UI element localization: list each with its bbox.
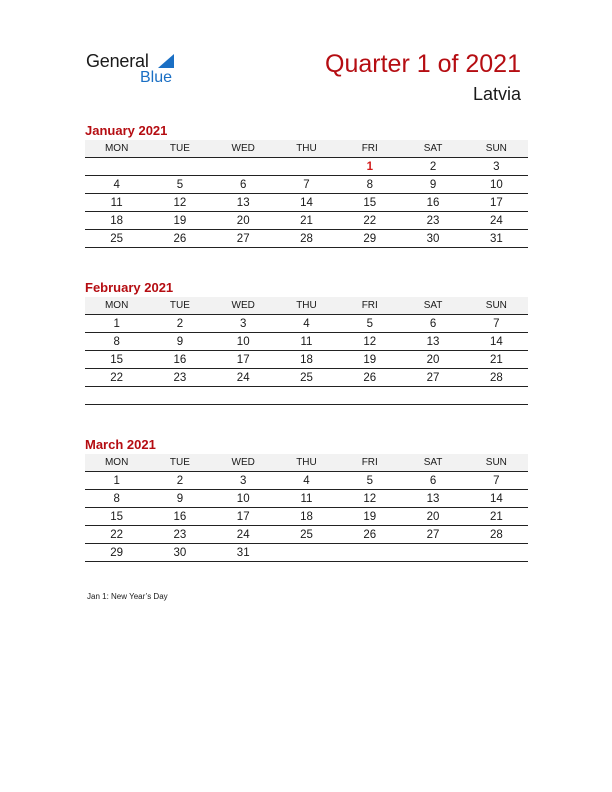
day-cell (401, 544, 464, 562)
day-cell: 7 (275, 176, 338, 194)
week-row (85, 387, 528, 405)
weekday-header: FRI (338, 140, 401, 158)
day-cell: 31 (212, 544, 275, 562)
weekday-header: TUE (148, 140, 211, 158)
logo-text-general: General (86, 51, 149, 71)
weekday-header: THU (275, 140, 338, 158)
day-cell: 23 (401, 212, 464, 230)
day-cell: 17 (212, 351, 275, 369)
day-cell: 9 (401, 176, 464, 194)
weekday-header-row (85, 140, 528, 158)
day-cell: 9 (148, 333, 211, 351)
day-cell: 8 (338, 176, 401, 194)
day-cell: 20 (401, 508, 464, 526)
weekday-header: FRI (338, 297, 401, 315)
weekday-header: MON (85, 297, 148, 315)
day-cell: 8 (85, 490, 148, 508)
day-cell (212, 387, 275, 405)
day-cell: 16 (401, 194, 464, 212)
day-cell: 22 (85, 526, 148, 544)
day-cell: 31 (465, 230, 528, 248)
weekday-header: WED (212, 297, 275, 315)
day-cell: 21 (465, 508, 528, 526)
week-row (85, 544, 528, 562)
day-cell: 4 (275, 472, 338, 490)
day-cell: 6 (401, 472, 464, 490)
day-cell: 10 (212, 490, 275, 508)
weekday-header: FRI (338, 454, 401, 472)
day-cell: 2 (148, 472, 211, 490)
day-cell (85, 387, 148, 405)
week-row (85, 351, 528, 369)
logo-text-blue: Blue (140, 69, 173, 86)
logo-triangle-icon (158, 54, 174, 68)
day-cell: 29 (85, 544, 148, 562)
day-cell: 22 (338, 212, 401, 230)
day-cell: 18 (85, 212, 148, 230)
page-title: Quarter 1 of 2021 (325, 50, 521, 78)
day-cell: 1 (338, 158, 401, 176)
day-cell: 3 (212, 472, 275, 490)
day-cell (275, 387, 338, 405)
day-cell: 12 (338, 333, 401, 351)
day-cell: 14 (275, 194, 338, 212)
day-cell: 5 (148, 176, 211, 194)
day-cell: 20 (212, 212, 275, 230)
weekday-header: SUN (465, 140, 528, 158)
weekday-header: SUN (465, 297, 528, 315)
day-cell: 18 (275, 351, 338, 369)
day-cell: 5 (338, 315, 401, 333)
day-cell: 27 (401, 526, 464, 544)
day-cell: 25 (85, 230, 148, 248)
day-cell: 15 (85, 508, 148, 526)
weekday-header: TUE (148, 454, 211, 472)
day-cell: 5 (338, 472, 401, 490)
holiday-notes (87, 592, 168, 601)
weekday-header: TUE (148, 297, 211, 315)
day-cell: 17 (465, 194, 528, 212)
day-cell: 23 (148, 526, 211, 544)
week-row (85, 472, 528, 490)
day-cell: 23 (148, 369, 211, 387)
day-cell: 1 (85, 315, 148, 333)
day-cell: 19 (338, 351, 401, 369)
day-cell: 18 (275, 508, 338, 526)
day-cell: 30 (148, 544, 211, 562)
week-row (85, 230, 528, 248)
day-cell: 10 (212, 333, 275, 351)
general-blue-logo (86, 50, 186, 90)
week-row (85, 176, 528, 194)
day-cell: 17 (212, 508, 275, 526)
day-cell: 2 (401, 158, 464, 176)
day-cell: 3 (212, 315, 275, 333)
day-cell: 26 (338, 369, 401, 387)
weekday-header: SAT (401, 454, 464, 472)
day-cell: 25 (275, 526, 338, 544)
week-row (85, 212, 528, 230)
day-cell (338, 544, 401, 562)
weekday-header-row (85, 454, 528, 472)
weekday-header: SAT (401, 297, 464, 315)
day-cell (148, 158, 211, 176)
day-cell: 28 (465, 526, 528, 544)
weekday-header: MON (85, 454, 148, 472)
day-cell: 12 (148, 194, 211, 212)
day-cell: 11 (275, 333, 338, 351)
day-cell: 28 (275, 230, 338, 248)
day-cell (401, 387, 464, 405)
weekday-header: THU (275, 454, 338, 472)
week-row (85, 333, 528, 351)
day-cell: 24 (212, 369, 275, 387)
day-cell: 21 (275, 212, 338, 230)
day-cell (465, 544, 528, 562)
day-cell: 4 (275, 315, 338, 333)
weekday-header: WED (212, 140, 275, 158)
day-cell (465, 387, 528, 405)
week-row (85, 315, 528, 333)
calendar-table (85, 454, 528, 562)
week-row (85, 194, 528, 212)
day-cell: 8 (85, 333, 148, 351)
month-february (85, 279, 528, 405)
day-cell: 11 (85, 194, 148, 212)
day-cell: 20 (401, 351, 464, 369)
day-cell: 22 (85, 369, 148, 387)
holiday-note: Jan 1: New Year’s Day (87, 592, 168, 601)
week-row (85, 158, 528, 176)
weekday-header: THU (275, 297, 338, 315)
day-cell: 10 (465, 176, 528, 194)
day-cell: 26 (148, 230, 211, 248)
day-cell: 13 (401, 333, 464, 351)
day-cell: 14 (465, 490, 528, 508)
calendar-table (85, 297, 528, 405)
day-cell: 24 (465, 212, 528, 230)
day-cell: 4 (85, 176, 148, 194)
month-january (85, 122, 528, 248)
day-cell: 27 (212, 230, 275, 248)
day-cell: 19 (338, 508, 401, 526)
day-cell: 7 (465, 472, 528, 490)
day-cell: 1 (85, 472, 148, 490)
day-cell: 15 (85, 351, 148, 369)
day-cell: 7 (465, 315, 528, 333)
day-cell: 15 (338, 194, 401, 212)
day-cell: 16 (148, 351, 211, 369)
day-cell (338, 387, 401, 405)
day-cell: 11 (275, 490, 338, 508)
month-title: March 2021 (85, 437, 156, 452)
day-cell: 19 (148, 212, 211, 230)
week-row (85, 490, 528, 508)
day-cell: 3 (465, 158, 528, 176)
weekday-header-row (85, 297, 528, 315)
weekday-header: SAT (401, 140, 464, 158)
day-cell (85, 158, 148, 176)
weekday-header: SUN (465, 454, 528, 472)
month-title: February 2021 (85, 280, 174, 295)
day-cell: 6 (212, 176, 275, 194)
day-cell: 14 (465, 333, 528, 351)
weekday-header: MON (85, 140, 148, 158)
day-cell: 28 (465, 369, 528, 387)
day-cell: 12 (338, 490, 401, 508)
day-cell: 29 (338, 230, 401, 248)
day-cell: 30 (401, 230, 464, 248)
day-cell (275, 158, 338, 176)
day-cell (275, 544, 338, 562)
calendar-table (85, 140, 528, 248)
day-cell: 2 (148, 315, 211, 333)
day-cell: 25 (275, 369, 338, 387)
week-row (85, 508, 528, 526)
day-cell: 27 (401, 369, 464, 387)
day-cell: 21 (465, 351, 528, 369)
day-cell (212, 158, 275, 176)
month-march (85, 436, 528, 562)
day-cell: 26 (338, 526, 401, 544)
week-row (85, 369, 528, 387)
week-row (85, 526, 528, 544)
weekday-header: WED (212, 454, 275, 472)
day-cell (148, 387, 211, 405)
country-label: Latvia (472, 84, 521, 104)
day-cell: 13 (212, 194, 275, 212)
day-cell: 6 (401, 315, 464, 333)
day-cell: 24 (212, 526, 275, 544)
month-title: January 2021 (85, 123, 168, 138)
day-cell: 16 (148, 508, 211, 526)
day-cell: 9 (148, 490, 211, 508)
day-cell: 13 (401, 490, 464, 508)
